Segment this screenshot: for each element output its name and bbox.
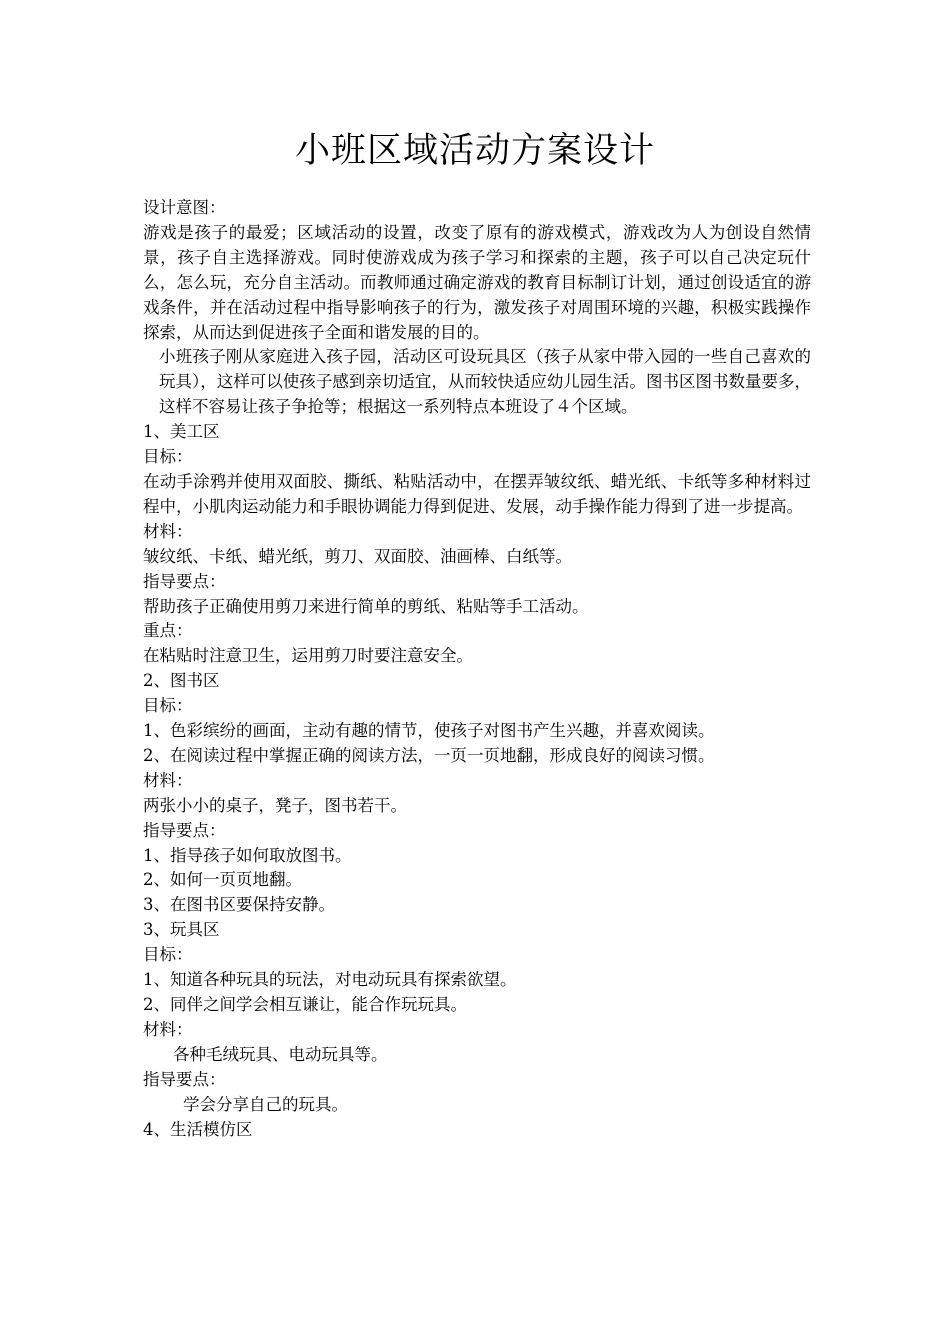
document-title: 小班区域活动方案设计 xyxy=(294,131,655,171)
paragraph-art-materials: 皱纹纸、卡纸、蜡光纸，剪刀、双面胶、油画棒、白纸等。 xyxy=(143,546,572,566)
list-item: 1、色彩缤纷的画面，主动有趣的情节，使孩子对图书产生兴趣，并喜欢阅读。 xyxy=(143,721,715,741)
section-heading-book-area: 2、图书区 xyxy=(143,671,220,691)
paragraph-toy-guidance: 学会分享自己的玩具。 xyxy=(183,1094,348,1114)
list-item: 1、指导孩子如何取放图书。 xyxy=(143,845,352,865)
label-goal: 目标： xyxy=(143,945,193,965)
document-body xyxy=(143,196,811,1142)
paragraph-intent: 游戏是孩子的最爱；区域活动的设置，改变了原有的游戏模式，游戏改为人为创设自然情景，孩子自主选择游戏。同时使游戏成为孩子学习和探索的主题，孩子可以自己决定玩什么，怎么玩，充分自主活动。而教师通过确定游戏的教育目标制订计划，通过创设适宜的游戏条件，并在活动过程中指导影响孩子的行为，激发孩子对周围环境的兴趣，积极实践操作探索，从而达到促进孩子全面和谐发展的目的。 xyxy=(143,222,811,342)
label-guidance: 指导要点： xyxy=(143,820,226,840)
paragraph-toy-materials: 各种毛绒玩具、电动玩具等。 xyxy=(173,1044,388,1064)
list-item: 1、知道各种玩具的玩法，对电动玩具有探索欲望。 xyxy=(143,970,517,990)
heading-design-intent: 设计意图： xyxy=(143,198,226,217)
label-guidance: 指导要点： xyxy=(143,571,226,591)
list-item: 2、如何一页页地翻。 xyxy=(143,870,302,890)
paragraph-art-guidance: 帮助孩子正确使用剪刀来进行简单的剪纸、粘贴等手工活动。 xyxy=(143,596,589,616)
label-guidance: 指导要点： xyxy=(143,1069,226,1089)
label-materials: 材料： xyxy=(143,521,193,541)
label-goal: 目标： xyxy=(143,696,193,716)
label-key-points: 重点： xyxy=(143,621,193,641)
list-item: 3、在图书区要保持安静。 xyxy=(143,895,335,915)
paragraph-art-goal: 在动手涂鸦并使用双面胶、撕纸、粘贴活动中，在摆弄皱纹纸、蜡光纸、卡纸等多种材料过程中，小肌肉运动能力和手眼协调能力得到促进、发展，动手操作能力得到了进一步提高。 xyxy=(143,471,811,516)
list-item: 2、在阅读过程中掌握正确的阅读方法，一页一页地翻，形成良好的阅读习惯。 xyxy=(143,745,715,765)
section-heading-art-area: 1、美工区 xyxy=(143,422,220,442)
section-heading-toy-area: 3、玩具区 xyxy=(143,920,220,940)
paragraph-class-features: 小班孩子刚从家庭进入孩子园，活动区可设玩具区（孩子从家中带入园的一些自己喜欢的玩具），这样可以使孩子感到亲切适宜，从而较快适应幼儿园生活。图书区图书数量要多，这样不容易让孩子争抢等；根据这一系列特点本班设了４个区域。 xyxy=(159,347,811,417)
list-item: 2、同伴之间学会相互谦让，能合作玩玩具。 xyxy=(143,995,467,1014)
section-heading-life-imitation-area: 4、生活模仿区 xyxy=(143,1119,253,1139)
label-materials: 材料： xyxy=(143,770,193,790)
paragraph-art-key-points: 在粘贴时注意卫生，运用剪刀时要注意安全。 xyxy=(143,646,473,666)
label-materials: 材料： xyxy=(143,1019,193,1039)
paragraph-book-materials: 两张小小的桌子，凳子，图书若干。 xyxy=(143,795,407,815)
label-goal: 目标： xyxy=(143,447,193,467)
